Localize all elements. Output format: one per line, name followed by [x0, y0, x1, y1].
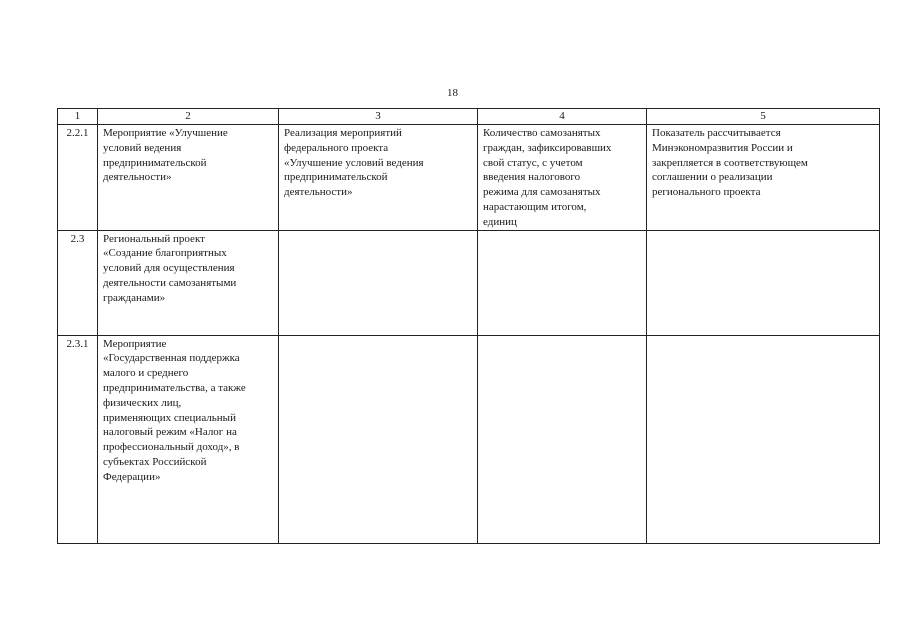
column-header-5: 5: [647, 109, 880, 125]
column-header-4: 4: [478, 109, 647, 125]
activity-name-cell: Региональный проект «Создание благоприятных условий для осуществления деятельности самозанятыми гражданами»: [98, 230, 279, 335]
table-header-row: [58, 109, 880, 125]
indicator-cell: [478, 335, 647, 543]
goal-cell: [279, 335, 478, 543]
indicator-cell: Количество самозанятых граждан, зафиксировавших свой статус, с учетом введения налогового режима для самозанятых нарастающим итогом, единиц: [478, 125, 647, 231]
activity-name-cell: Мероприятие «Улучшение условий ведения предпринимательской деятельности»: [98, 125, 279, 231]
activity-name-cell: Мероприятие «Государственная поддержка малого и среднего предпринимательства, а также физических лиц, применяющих специальный налоговый режим «Налог на профессиональный доход», в субъектах Российской Федерации»: [98, 335, 279, 543]
column-header-1: 1: [58, 109, 98, 125]
goal-cell: Реализация мероприятий федерального проекта «Улучшение условий ведения предпринимательской деятельности»: [279, 125, 478, 231]
column-header-2: 2: [98, 109, 279, 125]
table-row: [58, 335, 880, 543]
calculation-note-cell: [647, 335, 880, 543]
indicator-cell: [478, 230, 647, 335]
row-number-cell: 2.2.1: [58, 125, 98, 231]
table-row: [58, 230, 880, 335]
document-table: [57, 108, 880, 544]
goal-cell: [279, 230, 478, 335]
page-number: 18: [447, 87, 458, 99]
row-number-cell: 2.3: [58, 230, 98, 335]
row-number-cell: 2.3.1: [58, 335, 98, 543]
calculation-note-cell: Показатель рассчитывается Минэкономразвития России и закрепляется в соответствующем соглашении о реализации регионального проекта: [647, 125, 880, 231]
table-row: [58, 125, 880, 231]
column-header-3: 3: [279, 109, 478, 125]
calculation-note-cell: [647, 230, 880, 335]
